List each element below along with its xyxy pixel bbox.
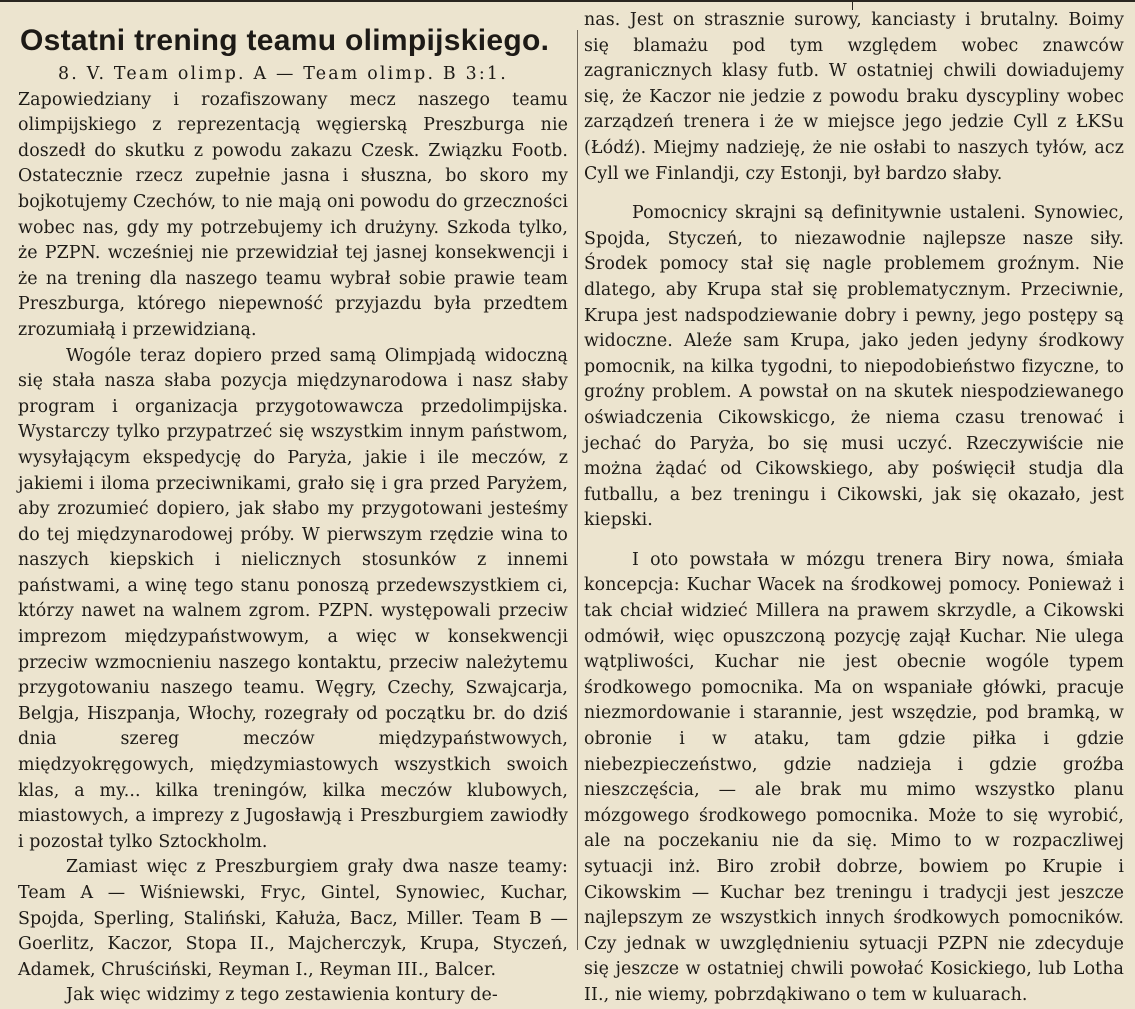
column-divider [577,30,578,950]
paragraph-team-lineups: Zamiast więc z Preszburgiem grały dwa nasze teamy: Team A — Wiśniewski, Fryc, Gintel, Synowiec, Kuchar, Spojda, Sperling, Staliński, Kałuża, Bacz, Miller. Team B — Goerlitz, Kaczor, Stopa II., Majcherczyk, Krupa, Styczeń, Adamek, Chruściński, Reyman I., Reyman III., Balcer. [18,857,568,980]
paragraph-defense: nas. Jest on strasznie surowy, kanciasty i brutalny. Boimy się blamażu pod tym względem wobec znawców zagranicznych klasy futb. W ostatniej chwili dowiadujemy się, że Kaczor nie jedzie z powodu braku dyscypliny wobec zarządzeń trenera i że w miejsce jego jedzie Cyll z ŁKSu (Łódź). Miejmy nadzieję, że nie osłabi to naszych tyłów, acz Cyll we Finlandji, czy Estonji, był bardzo słaby. [584,10,1124,184]
paragraph-halfbacks: Pomocnicy skrajni są definitywnie ustaleni. Synowiec, Spojda, Styczeń, to niezawodnie najlepsze nasze siły. Środek pomocy stał się nagle problemem groźnym. Nie dlatego, aby Krupa stał się problematycznym. Przeciwnie, Krupa jest nadspodziewanie dobry i pewny, jego postępy są widoczne. Aleźe sam Krupa, jako jeden jedyny środkowy pomocnik, na kilka tygodni, to niepodobieństwo fizyczne, to groźny problem. A powstał on na skutek niespodziewanego oświadczenia Cikowskicgo, że niema czasu trenować i jechać do Paryża, bo się musi uczyć. Rzeczywiście nie można żądać od Cikowskiego, aby poświęcił studja dla futballu, a bez treningu i Cikowski, jak się okazało, jest kiepski. [584,203,1124,531]
paragraph-contours: Jak więc widzimy z tego zestawienia kontury de- [66,985,498,1006]
paragraph-intro: Zapowiedziany i rozafiszowany mecz naszego teamu olimpijskiego z reprezentacją węgierską Preszburga nie doszedł do skutku z powodu zakazu Czesk. Związku Footb. Ostatecznie rzecz zupełnie jasna i słuszna, bo skoro my bojkotujemy Czechów, to nie mają oni powodu do grzeczności wobec nas, gdy my potrzebujemy ich drużyny. Szkoda tylko, że PZPN. wcześniej nie przewidział tej jasnej konsekwencji i że na trening dla naszego teamu wybrał sobie prawie team Preszburga, którego niepewność przyjazdu była przedtem zrozumiałą i przewidzianą. [18,89,568,340]
match-result-line: 8. V. Team olimp. A — Team olimp. B 3:1. [58,64,508,84]
right-column [584,8,1124,1009]
paragraph-olympics-position: Wogóle teraz dopiero przed samą Olimpjadą widoczną się stała nasza słaba pozycja międzynarodowa i nasz słaby program i organizacja przygotowawcza przedolimpijska. Wystarczy tylko przypatrzeć się wszystkim innym państwom, wysyłającym ekspedycję do Paryża, jakie i ile meczów, z jakiemi i iloma przeciwnikami, grało się i gra przed Paryżem, aby zrozumieć dopiero, jak słabo my przygotowani jesteśmy do tej międzynarodowej próby. W pierwszym rzędzie wina to naszych kiepskich i nielicznych stosunków z innemi państwami, a winę tego stanu ponoszą przedewszystkiem ci, którzy nawet na walnem zgrom. PZPN. występowali przeciw imprezom międzypaństwowym, a więc w konsekwencji przeciw wzmocnieniu naszego kontaktu, przeciw należytemu przygotowaniu naszego teamu. Węgry, Czechy, Szwajcarja, Belgja, Hiszpanja, Włochy, rozegrały od początku br. do dziś dnia szereg meczów międzypaństwowych, międzyokręgowych, międzymiastowych wszystkich swoich klas, a my... kilka treningów, kilka meczów klubowych, miastowych, a imprezy z Jugosławją i Preszburgiem zawiodły i pozostał tylko Sztockholm. [18,345,568,852]
article-title: Ostatni trening teamu olimpijskiego. [20,24,550,57]
paragraph-kuchar: I oto powstała w mózgu trenera Biry nowa, śmiała koncepcja: Kuchar Wacek na środkowej pomocy. Ponieważ i tak chciał widzieć Millera na prawem skrzydle, a Cikowski odmówił, więc opuszczoną pozycję zajął Kuchar. Nie ulega wątpliwości, Kuchar nie jest obecnie wogóle typem środkowego pomocnika. Ma on wspaniałe główki, pracuje niezmordowanie i starannie, jest wszędzie, pod bramką, w obronie i w ataku, tam gdzie piłka i gdzie niebezpieczeństwo, gdzie nadzieja i gdzie groźba nieszczęścia, — ale brak mu mimo wszystko planu mózgowego środkowego pomocnika. Może to się wyrobić, ale na poczekaniu nie da się. Mimo to w rozpaczliwej sytuacji inż. Biro zrobił dobrze, bowiem po Krupie i Cikowskim — Kuchar bez treningu i tradycji jest jeszcze najlepszym ze wszystkich innych środkowych pomocników. Czy jednak w uwzględnieniu sytuacji PZPN nie zdecyduje się jeszcze w ostatniej chwili powołać Kosickiego, lub Lotha II., nie wiemy, pobrzdąkiwano o tem w kuluarach. [584,549,1124,1005]
left-column [18,8,568,1009]
